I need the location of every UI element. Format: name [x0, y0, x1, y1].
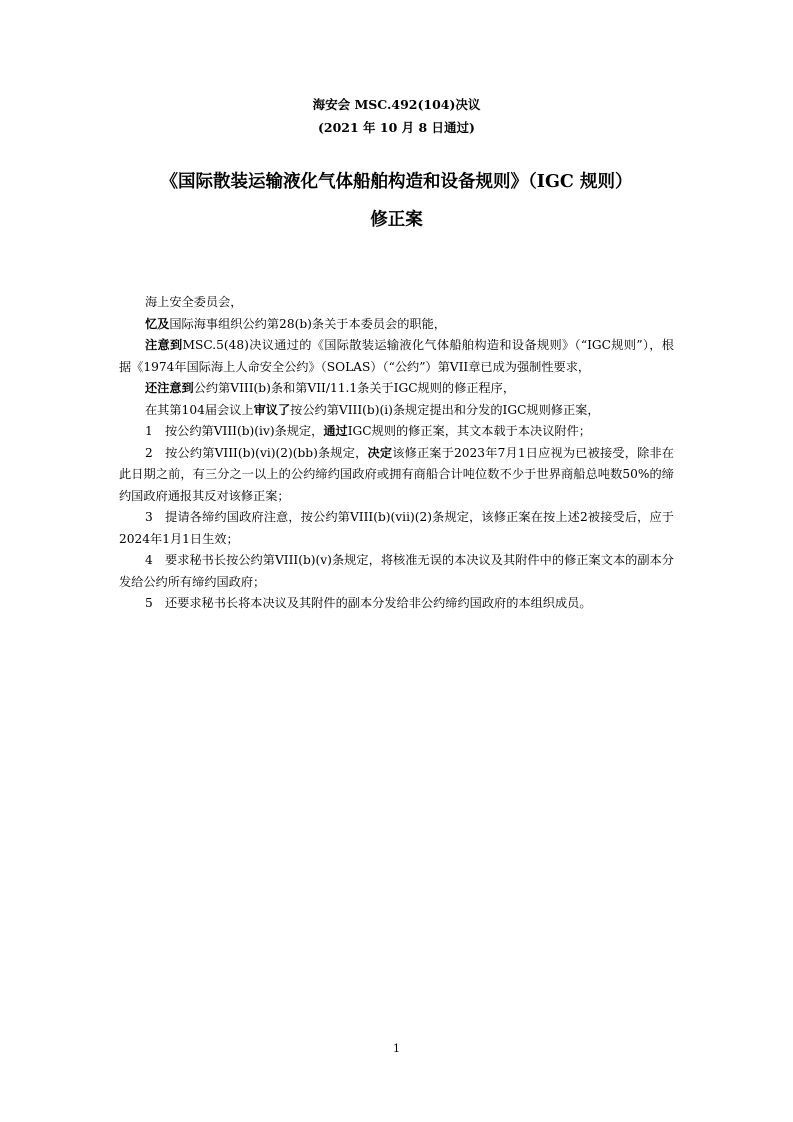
- operative-text: 提请各缔约国政府注意，按公约第VIII(b)(vii)(2)条规定，该修正案在按上述2被接受后，应于2024年1月1日生效；: [119, 510, 674, 546]
- noting-lead: 注意到: [145, 338, 183, 352]
- operative-text: 要求秘书长按公约第VIII(b)(v)条规定，将核准无误的本决议及其附件中的修正案文本的副本分发给公约所有缔约国政府；: [119, 553, 674, 589]
- operative-paragraph-1: [119, 421, 674, 443]
- document-title: 《国际散装运输液化气体船舶构造和设备规则》（IGC 规则）: [160, 172, 633, 192]
- operative-text: 还要求秘书长将本决议及其附件的副本分发给非公约缔约国政府的本组织成员。: [165, 596, 592, 610]
- operative-number: 4: [145, 553, 153, 567]
- operative-lead: 决定: [367, 445, 393, 460]
- resolution-body: [119, 292, 674, 615]
- preamble-also-noting: [119, 378, 674, 400]
- operative-paragraph-5: [119, 593, 674, 615]
- adoption-date: (2021 年 10 月 8 日通过): [318, 120, 475, 135]
- operative-number: 5: [145, 596, 153, 610]
- considered-lead: 审议了: [253, 402, 291, 417]
- considered-pre: 在其第104届会议上: [145, 402, 254, 417]
- also-noting-text: 公约第VIII(b)条和第VII/11.1条关于IGC规则的修正程序，: [193, 381, 516, 395]
- recalling-lead: 忆及: [145, 316, 170, 331]
- operative-paragraph-4: [119, 550, 674, 593]
- operative-text: IGC规则的修正案，其文本载于本决议附件；: [347, 424, 591, 438]
- operative-number: 3: [145, 510, 153, 524]
- preamble-noting: [119, 335, 674, 378]
- preamble-considered: [119, 400, 674, 422]
- operative-text: 该修正案于2023年7月1日应视为已被接受，除非在此日期之前，有三分之一以上的公约缔约国政府或拥有商船合计吨位数不少于世界商船总吨数50%的缔约国政府通报其反对该修正案；: [119, 445, 674, 503]
- page-number: 1: [393, 1042, 400, 1055]
- resolution-number: 海安会 MSC.492(104)决议: [312, 97, 481, 112]
- operative-number: 1: [145, 424, 153, 438]
- preamble-recalling: [119, 314, 674, 336]
- preamble-committee: [119, 292, 674, 314]
- operative-pre: 按公约第VIII(b)(iv)条规定，: [165, 424, 324, 438]
- noting-text: MSC.5(48)决议通过的《国际散装运输液化气体船舶构造和设备规则》（“IGC规则”），根据《1974年国际海上人命安全公约》（SOLAS）（“公约”）第VII章已成为强制性要求，: [119, 338, 674, 374]
- considered-text: 按公约第VIII(b)(i)条规定提出和分发的IGC规则修正案，: [290, 402, 600, 417]
- operative-pre: 按公约第VIII(b)(vi)(2)(bb)条规定，: [165, 445, 368, 460]
- document-subtitle: 修正案: [370, 210, 423, 230]
- operative-paragraph-3: [119, 507, 674, 550]
- committee-text: 海上安全委员会，: [145, 295, 243, 309]
- recalling-text: 国际海事组织公约第28(b)条关于本委员会的职能，: [169, 316, 446, 331]
- also-noting-lead: 还注意到: [145, 381, 194, 395]
- operative-number: 2: [145, 445, 153, 460]
- operative-paragraph-2: [119, 443, 674, 508]
- operative-lead: 通过: [323, 424, 348, 438]
